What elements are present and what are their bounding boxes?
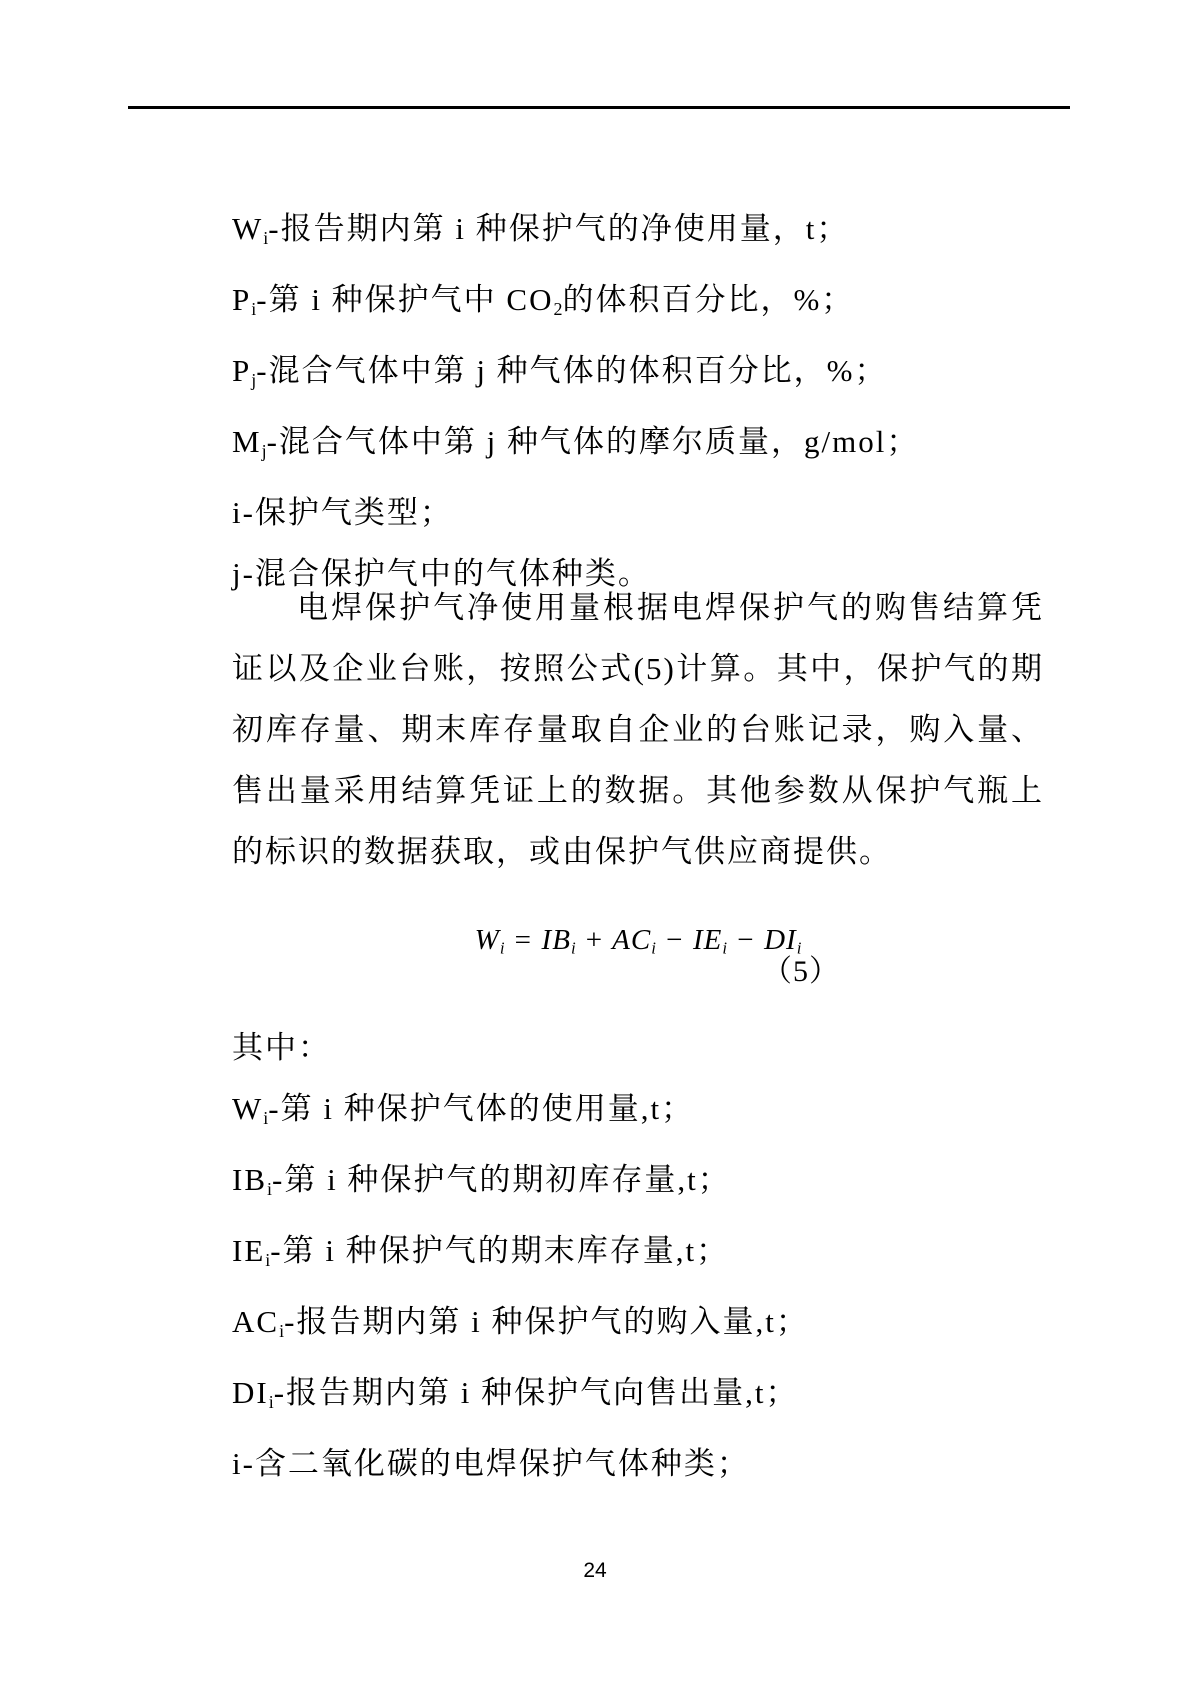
definition-line: i-保护气类型；: [232, 495, 453, 531]
formula-expression: $W_i = IB_i + AC_i - IE_i - DI_i$: [474, 924, 802, 958]
subscript: i: [651, 938, 656, 958]
definition-line: $DI_i-$报告期内第 i 种保护气向售出量,t；: [232, 1375, 799, 1413]
definition-line: j-混合保护气中的气体种类。: [232, 556, 651, 592]
subscript: i: [267, 1179, 272, 1200]
definition-line: $W_i-$第 i 种保护气体的使用量,t；: [232, 1091, 695, 1129]
subscript: i: [251, 299, 257, 320]
body-paragraph: 电焊保护气净使用量根据电焊保护气的购售结算凭证以及企业台账，按照公式(5)计算。其中，保护气的期初库存量、期末库存量取自企业的台账记录，购入量、售出量采用结算凭证上的数据。其他参数从保护气瓶上的标识的数据获取，或由保护气供应商提供。: [232, 590, 1044, 869]
subscript: i: [499, 938, 505, 958]
subscript: i: [570, 938, 576, 958]
definition-line: $P_j-$混合气体中第 j 种气体的体积百分比，%；: [232, 353, 888, 391]
definition-line: $IB_i-$第 i 种保护气的期初库存量,t；: [232, 1162, 731, 1200]
formula-number: （5）: [762, 955, 840, 988]
definition-line: i-含二氧化碳的电焊保护气体种类；: [232, 1446, 750, 1482]
definitions-top: [232, 198, 1044, 604]
subscript: i: [279, 1321, 285, 1342]
subscript: j: [251, 370, 257, 391]
page-number: 24: [583, 1559, 607, 1582]
where-label: 其中：: [232, 1030, 331, 1065]
definition-line: $W_i-$报告期内第 i 种保护气的净使用量，t；: [232, 211, 850, 249]
header-rule: [128, 106, 1070, 109]
subscript: j: [261, 441, 267, 462]
subscript: i: [263, 1108, 269, 1129]
definitions-bottom: [232, 1078, 1044, 1494]
subscript: i: [722, 938, 728, 958]
subscript: i: [268, 1392, 274, 1413]
subscript: i: [796, 938, 802, 958]
subscript: i: [265, 1250, 271, 1271]
definition-line: $M_j-$混合气体中第 j 种气体的摩尔质量，g/mol；: [232, 424, 920, 462]
definition-line: $P_i-$第 i 种保护气中 $CO_2$的体积百分比，%；: [232, 282, 855, 320]
subscript: i: [263, 228, 269, 249]
subscript: 2: [553, 299, 563, 320]
definition-line: $IE_i-$第 i 种保护气的期末库存量,t；: [232, 1233, 730, 1271]
definition-line: $AC_i-$报告期内第 i 种保护气的购入量,t；: [232, 1304, 809, 1342]
